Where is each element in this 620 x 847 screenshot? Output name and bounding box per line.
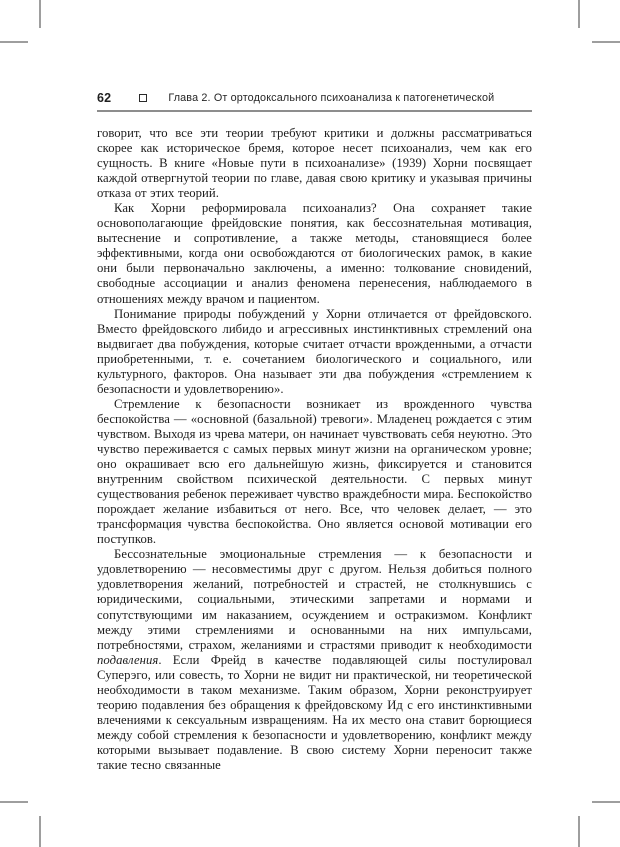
body-text (97, 126, 532, 773)
page-number: 62 (97, 91, 112, 105)
text-run: . Если Фрейд в качестве подавляющей силы постулировал Суперэго, или совесть, то Хорни не видит ни практической, ни теоретической необходимости в таком механизме. Таким образом, Хорни реконструирует теорию подавления без обращения к фрейдовскому Ид с его инстинктивными влечениями к сексуальным извращениям. На их место она ставит борющиеся между собой стремления к безопасности и удовлетворению, конфликт между которыми вызывает подавление. В свою систему Хорни переносит также такие тесно связанные (97, 652, 532, 772)
crop-mark-top-right-horizontal (592, 41, 620, 43)
text-run: говорит, что все эти теории требуют критики и должны рассматриваться скорее как историческое бремя, которое несет психоанализ, чем как его сущность. В книге «Новые пути в психоанализе» (1939) Хорни посвящает каждой отвергнутой теории по главе, давая свою критику и указывая причины отказа от этих теорий. (97, 126, 532, 201)
crop-mark-bottom-left-vertical (39, 816, 41, 847)
running-head (97, 91, 532, 112)
paragraph (97, 397, 532, 547)
text-run: Стремление к безопасности возникает из врожденного чувства беспокойства — «основной (базальной) тревоги». Младенец рождается с этим чувством. Выходя из чрева матери, он начинает чувствовать себя неуютно. Это чувство переживается с самых первых минут жизни на органическом уровне; оно окрашивает всю его дальнейшую жизнь, фиксируется и становится внутренним свойством психической деятельности. С первых минут существования ребенок переживает чувство враждебности мира. Беспокойство порождает желание избавиться от него. Все, что человек делает, — это трансформация чувства беспокойства. Оно является основой мотивации его поступков. (97, 396, 532, 547)
paragraph (97, 126, 532, 201)
text-run: Бессознательные эмоциональные стремления — к безопасности и удовлетворению — несовместимы друг с другом. Нельзя добиться полного удовлетворения желаний, потребностей и страстей, не столкнувшись с юридическими, социальными, этическими запретами и нормами и сопутствующими им наказанием, осуждением и остракизмом. Конфликт между этими стремлениями и основанными на них импульсами, потребностями, страхом, желаниями и страстями приводит к необходимости (97, 547, 532, 652)
page-content (97, 91, 532, 773)
crop-mark-bottom-right-horizontal (592, 801, 620, 803)
paragraph (97, 307, 532, 397)
italic-text-run: подавления (97, 652, 159, 667)
text-run: Понимание природы побуждений у Хорни отличается от фрейдовского. Вместо фрейдовского либидо и агрессивных инстинктивных стремлений она выдвигает два побуждения, которые считает отчасти врожденными, а отчасти приобретенными, т. е. сочетанием биологического и социального, или культурного, факторов. Она называет эти два побуждения «стремлением к безопасности и удовлетворению». (97, 306, 532, 396)
crop-mark-bottom-right-vertical (578, 816, 580, 847)
crop-mark-bottom-left-horizontal (0, 801, 28, 803)
crop-mark-top-left-horizontal (0, 41, 28, 43)
text-run: Как Хорни реформировала психоанализ? Она сохраняет такие основополагающие фрейдовские понятия, как бессознательная мотивация, вытеснение и сопротивление, а также методы, становящиеся более эффективными, когда они освобождаются от биологических рамок, в какие они были первоначально заключены, а именно: толкование сновидений, свободные ассоциации и анализ феномена перенесения, наблюдаемого в отношениях между врачом и пациентом. (97, 201, 532, 306)
chapter-title: Глава 2. От ортодоксального психоанализа к патогенетической (168, 92, 495, 104)
paragraph (97, 547, 532, 773)
crop-mark-top-right-vertical (578, 0, 580, 28)
crop-mark-top-left-vertical (39, 0, 41, 28)
paragraph (97, 201, 532, 306)
open-square-icon (139, 94, 147, 102)
